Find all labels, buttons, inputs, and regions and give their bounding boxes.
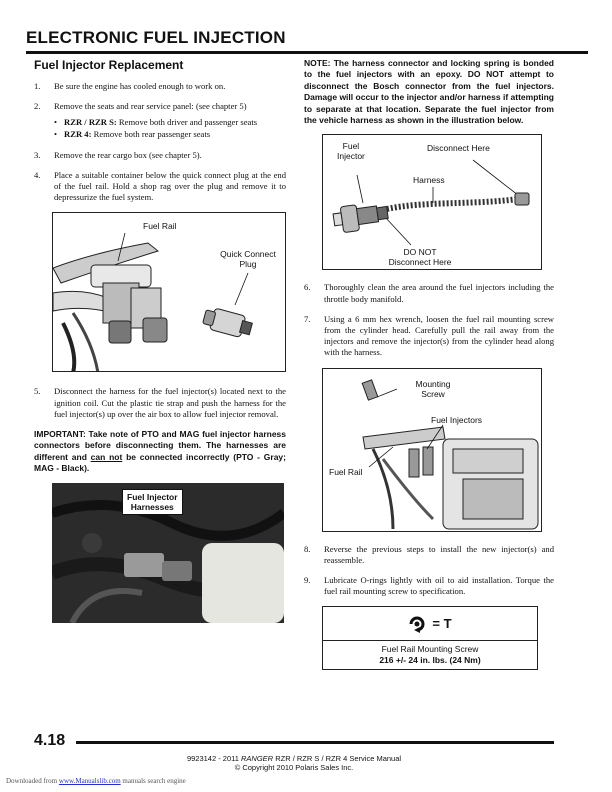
engine-fuel-rail-label: Fuel Rail [329,466,363,477]
download-prefix: Downloaded from [6,777,59,785]
download-suffix: manuals search engine [120,777,186,785]
manual-title [34,754,554,763]
step-text: Disconnect the harness for the fuel injector(s) located next to the ignition coil. Cut the plastic tie strap and push the harness for the fuel injector(s) up over the air box to allow fuel injector removal. [54,386,286,419]
bullet-dot: • [54,117,58,128]
title-rule [26,51,588,54]
step-text: Place a suitable container below the quick connect plug at the end of the fuel rail. Hold a shop rag over the plug and remove it to depressurize the fuel system. [54,169,286,203]
harnesses-line1: Fuel Injector [127,491,178,502]
important-text-1: IMPORTANT: Take note of PTO and MAG fuel injector harness connectors before disconnecting them. The harnesses are different and [34,429,286,462]
bullet-model: RZR / RZR S: [64,117,117,128]
step-number: 7. [304,313,311,324]
fuel-injector-label [337,141,365,161]
important-underline: can not [90,451,123,462]
step-number: 5. [34,386,41,397]
harness-label: Harness [413,175,445,186]
seat-bullets [54,117,286,140]
important-note [34,429,286,475]
step-number: 4. [34,169,41,180]
bosch-connector-note: NOTE: The harness connector and locking spring is bonded to the fuel injectors with an epoxy. DO NOT attempt to disconnect the Bosch connector from the fuel injectors. Damage will occur to the injector and/or harness if attempting to separate at that location. Separate the fuel injector from the vehicle harness as shown in the illustration below. [304,58,554,126]
engine-figure [322,368,542,532]
bullet-text: Remove both driver and passenger seats [116,117,258,128]
mounting-screw-label [403,379,463,399]
step-number: 3. [34,149,41,160]
quick-connect-label [213,249,283,269]
mounting-line1: Mounting [415,378,451,389]
footer-rule [76,741,554,744]
download-notice [6,777,186,785]
harnesses-line2: Harnesses [130,501,174,512]
step-3 [34,150,286,161]
quick-connect-line2: Plug [239,259,257,270]
torque-wrench-icon [408,615,428,633]
page-header [26,28,588,54]
page-number: 4.18 [34,732,66,749]
bullet-text: Remove both rear passenger seats [91,129,211,139]
do-not-line2: Disconnect Here [388,257,452,268]
fuel-rail-label: Fuel Rail [143,221,177,232]
quick-connect-line1: Quick Connect [220,249,276,260]
step-number: 9. [304,575,311,586]
copyright: © Copyright 2010 Polaris Sales Inc. [234,763,354,772]
step-text: Lubricate O-rings lightly with oil to aid installation. Torque the fuel rail mounting screw to specification. [324,575,554,597]
do-not-line1: DO NOT [403,247,437,258]
step-text: Reverse the previous steps to install the new injector(s) and reassemble. [324,543,554,565]
fuel-injector-line1: Fuel [342,141,360,152]
injector-harness-figure [322,134,542,270]
fuel-injectors-label: Fuel Injectors [431,414,483,425]
bullet-rzr [54,117,286,129]
mounting-line2: Screw [421,388,445,399]
bullet-dot: • [54,129,58,139]
step-2 [34,101,286,112]
step-number: 8. [304,543,311,554]
step-number: 1. [34,81,41,91]
step-number: 6. [304,282,311,293]
step-text: Be sure the engine has cooled enough to work on. [54,81,226,91]
right-column [304,58,554,670]
step-text: Using a 6 mm hex wrench, loosen the fuel rail mounting screw from the cylinder head. Carefully pull the rail away from the injectors and remove the injector(s) from the cylinder head along with the harness. [324,313,554,358]
disconnect-here-label: Disconnect Here [427,143,490,154]
step-text: Remove the rear cargo box (see chapter 5). [54,149,202,160]
torque-spec-box [322,606,538,670]
do-not-disconnect-label [375,247,465,267]
manualslib-link[interactable]: www.Manualslib.com [58,777,121,785]
manual-title-italic: RANGER [241,754,274,763]
important-text-2: be connected incorrectly (PTO - Gray; MAG - Black). [34,451,286,474]
harnesses-callout [122,489,183,515]
torque-symbol-row [323,607,537,641]
step-6 [304,282,554,304]
manual-title-pre: 9923142 - 2011 [186,754,242,763]
fuel-rail-figure [52,212,286,372]
torque-spec-text [323,641,537,669]
harness-photo [52,483,284,623]
section-heading: Fuel Injector Replacement [34,58,184,72]
fuel-rail-illustration [53,213,286,372]
torque-spec-name: Fuel Rail Mounting Screw [381,644,479,655]
step-text: Thoroughly clean the area around the fuel injectors including the throttle body manifold. [324,282,554,304]
fuel-injector-line2: Injector [337,151,365,162]
step-text: Remove the seats and rear service panel: (see chapter 5) [54,101,247,112]
left-column [34,58,286,623]
bullet-rzr4 [54,129,286,141]
step-8 [304,544,554,566]
torque-symbol: = T [432,616,452,632]
step-number: 2. [34,101,41,112]
step-1 [34,81,286,92]
manual-info [34,754,554,772]
torque-spec-value: 216 +/- 24 in. lbs. (24 Nm) [379,655,481,666]
bullet-model: RZR 4: [64,129,92,139]
step-4 [34,170,286,204]
step-5 [34,386,286,420]
manual-title-post: RZR / RZR S / RZR 4 Service Manual [273,754,402,763]
step-7 [304,314,554,359]
step-9 [304,575,554,597]
page-title: ELECTRONIC FUEL INJECTION [26,28,286,47]
